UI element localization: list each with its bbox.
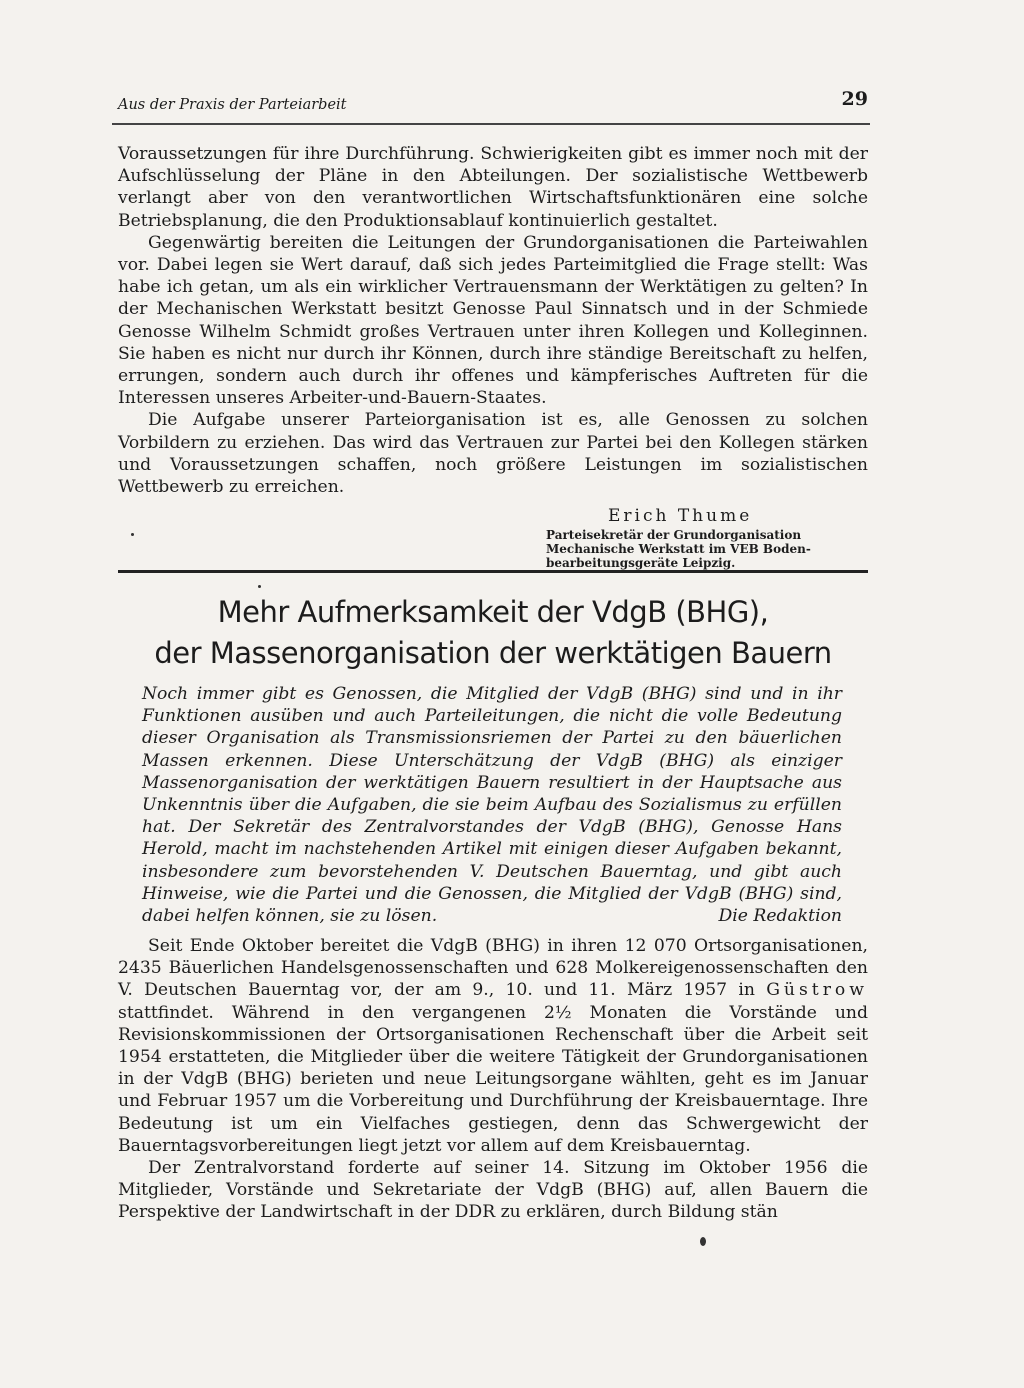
article2-p1-before: Seit Ende Oktober bereitet die VdgB (BHG) in ihren 12 070 Ortsorganisationen, 2435 Bäuerlichen Handelsgenossenschaften und 628 Molkereigenossenschaften den V. Deutschen Bauerntag vor, der am 9., 10. und 11. März 1957 in <box>118 936 868 1001</box>
ink-speck <box>700 1237 706 1246</box>
signature-block <box>546 506 866 570</box>
article2-p1-after: stattfindet. Während in den vergangenen 2½ Monaten die Vorstände und Revisionskommissionen der Ortsorganisationen Rechenschaft über die Arbeit seit 1954 erstatteten, die Mitglieder über die weitere Tätigkeit der Grundorganisationen in der VdgB (BHG) berieten und neue Leitungsorgane wählten, geht es im Januar und Februar 1957 um die Vorbereitung und Durchführung der Kreisbauerntage. Ihre Bedeutung ist um ein Vielfaches gestiegen, denn das Schwergewicht der Bauerntagsvorbereitungen liegt jetzt vor allem auf dem Kreisbauerntag. <box>118 1002 868 1156</box>
article2-intro <box>142 683 842 927</box>
place-name: Güstrow <box>766 980 868 1001</box>
section-divider <box>118 570 868 573</box>
article2-paragraph: Der Zentralvorstand forderte auf seiner 14. Sitzung im Oktober 1956 die Mitglieder, Vorstände und Sekretariate der VdgB (BHG) auf, allen Bauern die Perspektive der Landwirtschaft in der DDR zu erklären, durch Bildung stän <box>118 1158 868 1223</box>
article2-paragraph <box>118 935 868 1157</box>
article1-paragraph: Voraussetzungen für ihre Durchführung. Schwierigkeiten gibt es immer noch mit der Aufschlüsselung der Pläne in den Abteilungen. Der sozialistische Wettbewerb verlangt aber von den verantwortlichen Wirtschaftsfunktionären eine solche Betriebsplanung, die den Produktionsablauf kontinuierlich gestaltet. <box>118 144 868 231</box>
article1-body <box>118 143 868 498</box>
signature-role-line: bearbeitungsgeräte Leipzig. <box>546 556 736 570</box>
signature-name: Erich Thume <box>608 506 753 526</box>
article1-paragraph: Gegenwärtig bereiten die Leitungen der Grundorganisationen die Parteiwahlen vor. Dabei legen sie Wert darauf, daß sich jedes Parteimitglied die Frage stellt: Was habe ich getan, um als ein wirklicher Vertrauensmann der Werktätigen zu gelten? In der Mechanischen Werkstatt besitzt Genosse Paul Sinnatsch und in der Schmiede Genosse Wilhelm Schmidt großes Vertrauen unter ihren Kollegen und Kolleginnen. Sie haben es nicht nur durch ihr Können, durch ihre ständige Bereitschaft zu helfen, errungen, sondern auch durch ihr offenes und kämpferisches Auftreten für die Interessen unseres Arbeiter-und-Bauern-Staates. <box>118 232 868 409</box>
signature-role-line: Mechanische Werkstatt im VEB Boden- <box>546 542 811 556</box>
article1-paragraph: Die Aufgabe unserer Parteiorganisation ist es, alle Genossen zu solchen Vorbildern zu erziehen. Das wird das Vertrauen zur Partei bei den Kollegen stärken und Voraussetzungen schaffen, noch größere Leistungen im sozialistischen Wettbewerb zu erreichen. <box>118 410 868 498</box>
intro-credit: Die Redaktion <box>718 906 842 927</box>
ink-speck <box>131 533 134 536</box>
ink-speck <box>258 585 261 588</box>
article2-title <box>118 592 868 674</box>
header-rule <box>112 123 870 125</box>
running-header: Aus der Praxis der Parteiarbeit <box>118 97 347 113</box>
page-number: 29 <box>841 88 868 110</box>
article2-title-line: der Massenorganisation der werktätigen Bauern <box>154 636 832 670</box>
article2-body <box>118 935 868 1224</box>
signature-role-line: Parteisekretär der Grundorganisation <box>546 528 802 542</box>
article2-title-line: Mehr Aufmerksamkeit der VdgB (BHG), <box>217 595 769 629</box>
intro-text: Noch immer gibt es Genossen, die Mitglied der VdgB (BHG) sind und in ihr Funktionen ausüben und auch Parteileitungen, die nicht die volle Bedeutung dieser Organisation als Transmissionsriemen der Partei zu den bäuerlichen Massen erkennen. Diese Unterschätzung der VdgB (BHG) als einziger Massenorganisation der werktätigen Bauern resultiert in der Hauptsache aus Unkenntnis über die Aufgaben, die sie beim Aufbau des Sozialismus zu erfüllen hat. Der Sekretär des Zentralvorstandes der VdgB (BHG), Genosse Hans Herold, macht im nachstehenden Artikel mit einigen dieser Aufgaben bekannt, insbesondere zum bevorstehenden V. Deutschen Bauerntag, und gibt auch Hinweise, wie die Partei und die Genossen, die Mitglied der VdgB (BHG) sind, dabei helfen können, sie zu lösen. <box>142 684 842 927</box>
